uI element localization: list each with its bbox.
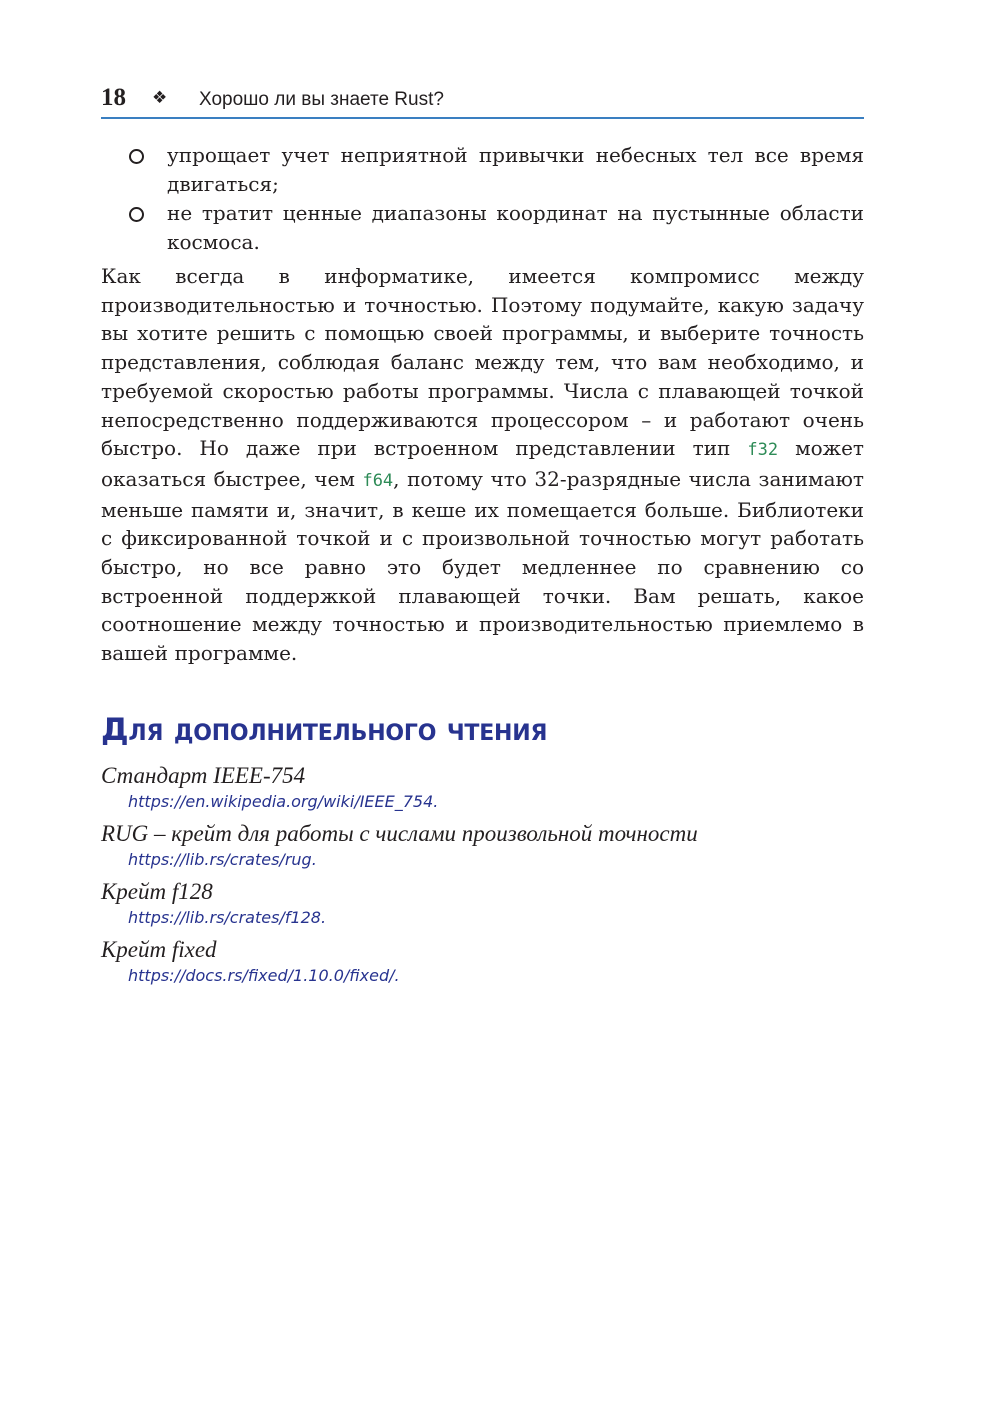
reference-title: RUG – крейт для работы с числами произвольной точности <box>101 821 698 846</box>
list-item-text: не тратит ценные диапазоны координат на пустынные области космоса. <box>167 201 864 254</box>
page-header <box>101 84 864 119</box>
reference-link[interactable]: https://en.wikipedia.org/wiki/IEEE_754. <box>128 792 439 811</box>
paragraph-text: , потому что 32-разрядные числа занимают меньше памяти и, значит, в кеше их помещается больше. Библиотеки с фиксированной точкой и с произвольной точностью могут работать быстро, но все равно это будет медленнее по сравнению со встроенной поддержкой плавающей точки. Вам решать, какое соотношение между точностью и производительностью приемлемо в вашей программе. <box>101 466 864 666</box>
bullet-list <box>101 141 864 256</box>
paragraph-text: может оказаться быстрее, чем <box>101 436 864 491</box>
circle-bullet-icon <box>129 207 144 222</box>
list-item <box>101 141 864 198</box>
reference-item <box>101 936 864 988</box>
reference-list <box>101 762 864 994</box>
inline-code-f32: f32 <box>747 440 779 461</box>
reference-item <box>101 878 864 930</box>
body-paragraph <box>101 262 864 668</box>
paragraph-text: Как всегда в информатике, имеется компромисс между производительностью и точностью. Поэтому подумайте, какую задачу вы хотите решить с помощью своей программы, и выберите точность представления, соблюдая баланс между тем, что вам необходимо, и требуемой скоростью работы программы. Числа с плавающей точкой непосредственно поддерживаются процессором – и работают очень быстро. Но даже при встроенном представлении тип <box>101 264 864 461</box>
separator-icon: ❖ <box>152 88 168 108</box>
reference-title: Крейт fixed <box>101 937 217 962</box>
reference-item <box>101 820 864 872</box>
list-item <box>101 199 864 256</box>
page-number: 18 <box>101 84 126 111</box>
reference-link[interactable]: https://docs.rs/fixed/1.10.0/fixed/. <box>128 966 400 985</box>
reference-link[interactable]: https://lib.rs/crates/rug. <box>128 850 317 869</box>
reference-title: Крейт f128 <box>101 879 213 904</box>
reference-link[interactable]: https://lib.rs/crates/f128. <box>128 908 327 927</box>
inline-code-f64: f64 <box>362 470 394 491</box>
section-heading: Для дополнительного чтения <box>101 712 548 748</box>
running-title: Хорошо ли вы знаете Rust? <box>199 89 444 110</box>
reference-title: Стандарт IEEE-754 <box>101 763 306 788</box>
circle-bullet-icon <box>129 149 144 164</box>
reference-item <box>101 762 864 814</box>
list-item-text: упрощает учет неприятной привычки небесных тел все время двигаться; <box>167 143 864 196</box>
